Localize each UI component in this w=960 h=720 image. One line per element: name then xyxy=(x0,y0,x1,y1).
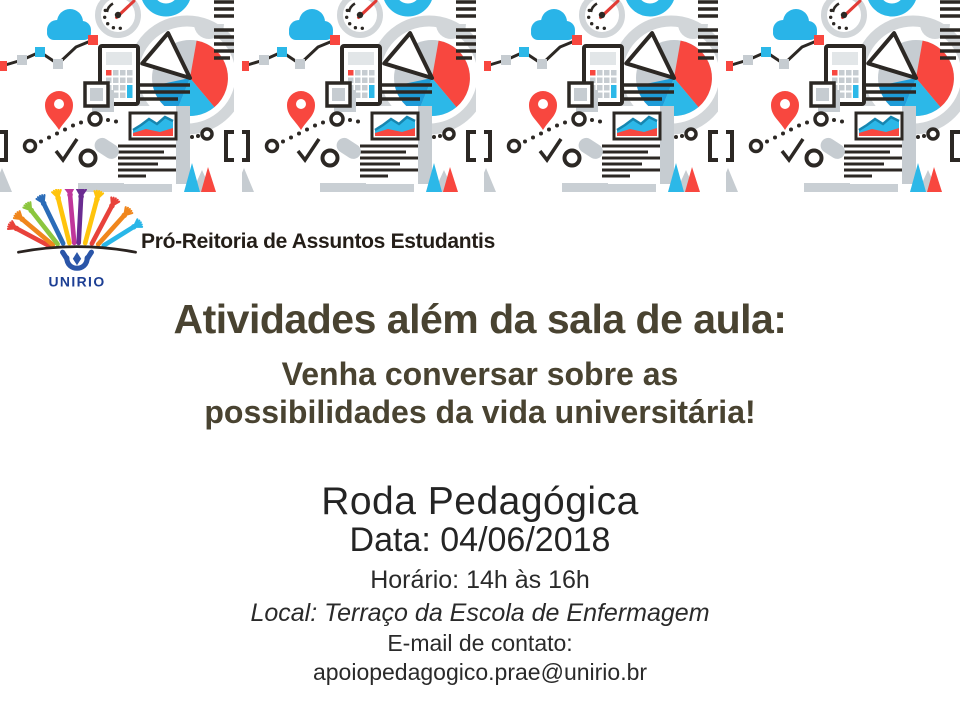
subtitle-line2: possibilidades da vida universitária! xyxy=(204,394,756,430)
page-title: Atividades além da sala de aula: xyxy=(173,296,787,342)
event-time: Horário: 14h às 16h xyxy=(370,566,590,594)
banner-tile xyxy=(0,0,234,192)
event-date: Data: 04/06/2018 xyxy=(349,521,611,559)
infographic-banner xyxy=(0,0,960,192)
department-label: Pró-Reitoria de Assuntos Estudantis xyxy=(141,230,495,253)
event-name: Roda Pedagógica xyxy=(321,480,639,523)
banner-tile xyxy=(726,0,960,192)
event-location: Local: Terraço da Escola de Enfermagem xyxy=(250,599,710,627)
logo-arc xyxy=(18,247,135,253)
unirio-wordmark: UNIRIO xyxy=(48,273,106,290)
event-contact-label: E-mail de contato: xyxy=(387,630,573,656)
unirio-logo xyxy=(2,189,152,294)
banner-tile xyxy=(242,0,476,192)
banner-tile xyxy=(484,0,718,192)
event-contact-email: apoiopedagogico.prae@unirio.br xyxy=(312,659,648,685)
raised-hands-icon xyxy=(8,189,142,246)
unirio-symbol-icon xyxy=(63,252,92,268)
subtitle-line1: Venha conversar sobre as xyxy=(281,356,679,392)
